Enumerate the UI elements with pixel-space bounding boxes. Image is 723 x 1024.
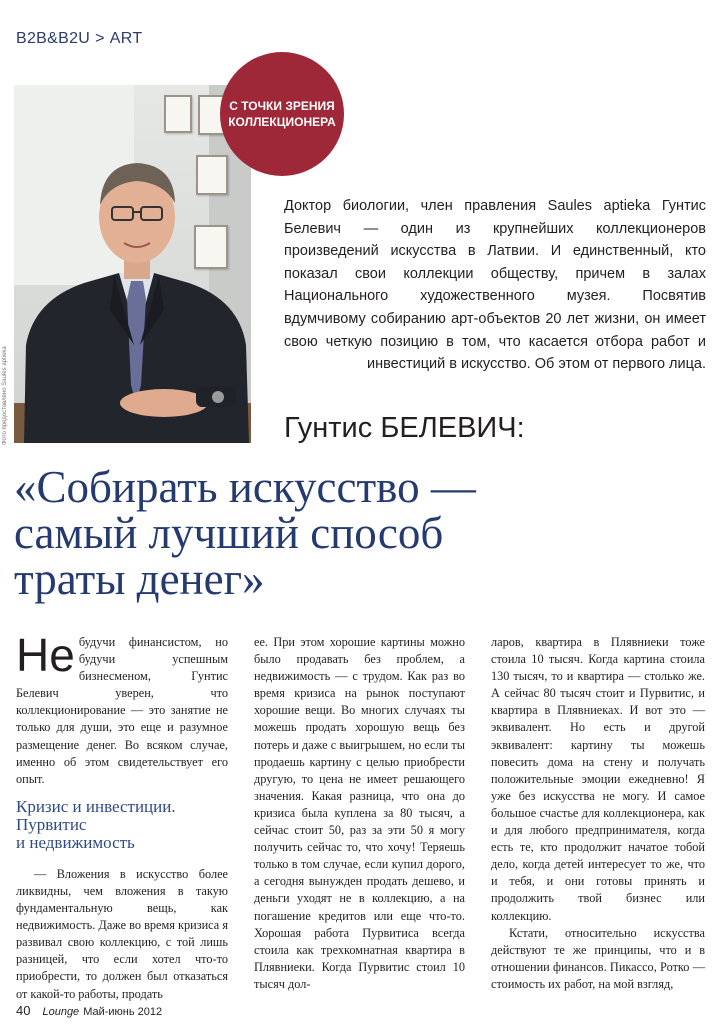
photo-credit: Фото предоставлено Saules aptieka — [2, 346, 8, 445]
breadcrumb-separator: > — [95, 30, 105, 47]
headline-line: самый лучший способ — [14, 508, 444, 558]
man-figure — [14, 85, 251, 443]
text-column-1 — [16, 629, 228, 1003]
subsection-name: ART — [109, 30, 143, 47]
section-breadcrumb — [16, 30, 142, 48]
lead-text: будучи финансистом, но будучи успешным бизнесменом, Гунтис Белевич уверен, что коллекционирование — это занятие не только для души, это еще и разумное размещение денег. Во всяком случае, именно об этом свидетельствует его опыт. — [16, 635, 228, 786]
subheading-line: Пурвитис — [16, 814, 87, 834]
rubric-badge — [220, 52, 344, 176]
headline-line: траты денег» — [14, 554, 265, 604]
body-paragraph: ларов, квартира в Плявниеки тоже стоила 10 тысяч. Когда картина стоила 130 тысяч, то и квартира — столько же. А сейчас 80 тысяч стоит и Пурвитис, и квартира в Плявниеках. И вот это — эквивалент. Но есть и другой эквивалент: картину ты можешь повесить дома на стену и получать положительные эмоции ежедневно! Я уже без искусства не могу. И самое большое счастье для коллекционера, как и для любого предпринимателя, когда есть те, кто продолжит начатое тобой дело, когда детей интересует то же, что и тебя, и они готовы принять и продолжить твой бизнес или коллекцию. — [491, 635, 705, 923]
lead-paragraph — [16, 629, 228, 788]
interviewee-name: Гунтис БЕЛЕВИЧ: — [284, 412, 525, 444]
headline — [14, 464, 714, 602]
page-footer — [16, 1003, 162, 1018]
magazine-brand: Lounge — [42, 1006, 80, 1018]
headline-line: «Собирать искусство — — [14, 462, 476, 512]
portrait-photo — [14, 85, 251, 443]
issue-date: Май-июнь 2012 — [83, 1006, 163, 1018]
body-paragraph: — Вложения в искусство более ликвидны, чем вложения в такую фундаментальную вещь, как недвижимость. Даже во время кризиса я развивал свою коллекцию, с той лишь разницей, что если хотел что-то приобрести, то должен был отказаться от какой-то работы, продать — [16, 866, 228, 1001]
drop-cap: Не — [16, 629, 75, 681]
body-paragraph: Кстати, относительно искусства действуют те же принципы, что и в отношении финансов. Пикассо, Ротко — стоимость их работ, на мой взгляд, — [491, 925, 705, 991]
subheading — [16, 798, 228, 852]
page-number: 40 — [16, 1003, 31, 1018]
rubric-badge-text: С ТОЧКИ ЗРЕНИЯ КОЛЛЕКЦИОНЕРА — [228, 99, 336, 129]
text-column-2 — [254, 634, 465, 993]
section-name: B2B&B2U — [16, 30, 91, 47]
subheading-line: и недвижимость — [16, 832, 135, 852]
intro-paragraph: Доктор биологии, член правления Saules aptieka Гунтис Белевич — один из крупнейших коллекционеров произведений искусства в Латвии. И единственный, кто показал свои коллекции обществу, причем в залах Национального художественного музея. Посвятив вдумчивому собиранию арт-объектов 20 лет жизни, он имеет свою четкую позицию в том, что касается отбора работ и инвестиций в искусство. Об этом от первого лица. — [284, 198, 706, 373]
text-column-3 — [491, 634, 705, 993]
subheading-line: Кризис и инвестиции. — [16, 796, 176, 816]
body-paragraph: ее. При этом хорошие картины можно было продавать без проблем, а недвижимость — с трудом. Как раз во время кризиса на рынок поступают хорошие вещи. Во многих случаях ты можешь продать хорошую вещь без потерь и даже с выигрышем, но если ты продаешь картину с целью приобрести другую, то цена не имеет решающего значения. Какая разница, что она до кризиса была куплена за 80 тысяч, а сейчас стоит 50, раз за эти 50 я могу получить сейчас то, что хочу! Теряешь только в том случае, если купил дорого, а сегодня вынужден продать дешево, и деньги уходят не в коллекцию, а на погашение кредитов или еще что-то. Хорошая работа Пурвитиса всегда стоила как трехкомнатная квартира в Плявниеки. Когда Пурвитис стоил 10 тысяч дол- — [254, 635, 465, 991]
